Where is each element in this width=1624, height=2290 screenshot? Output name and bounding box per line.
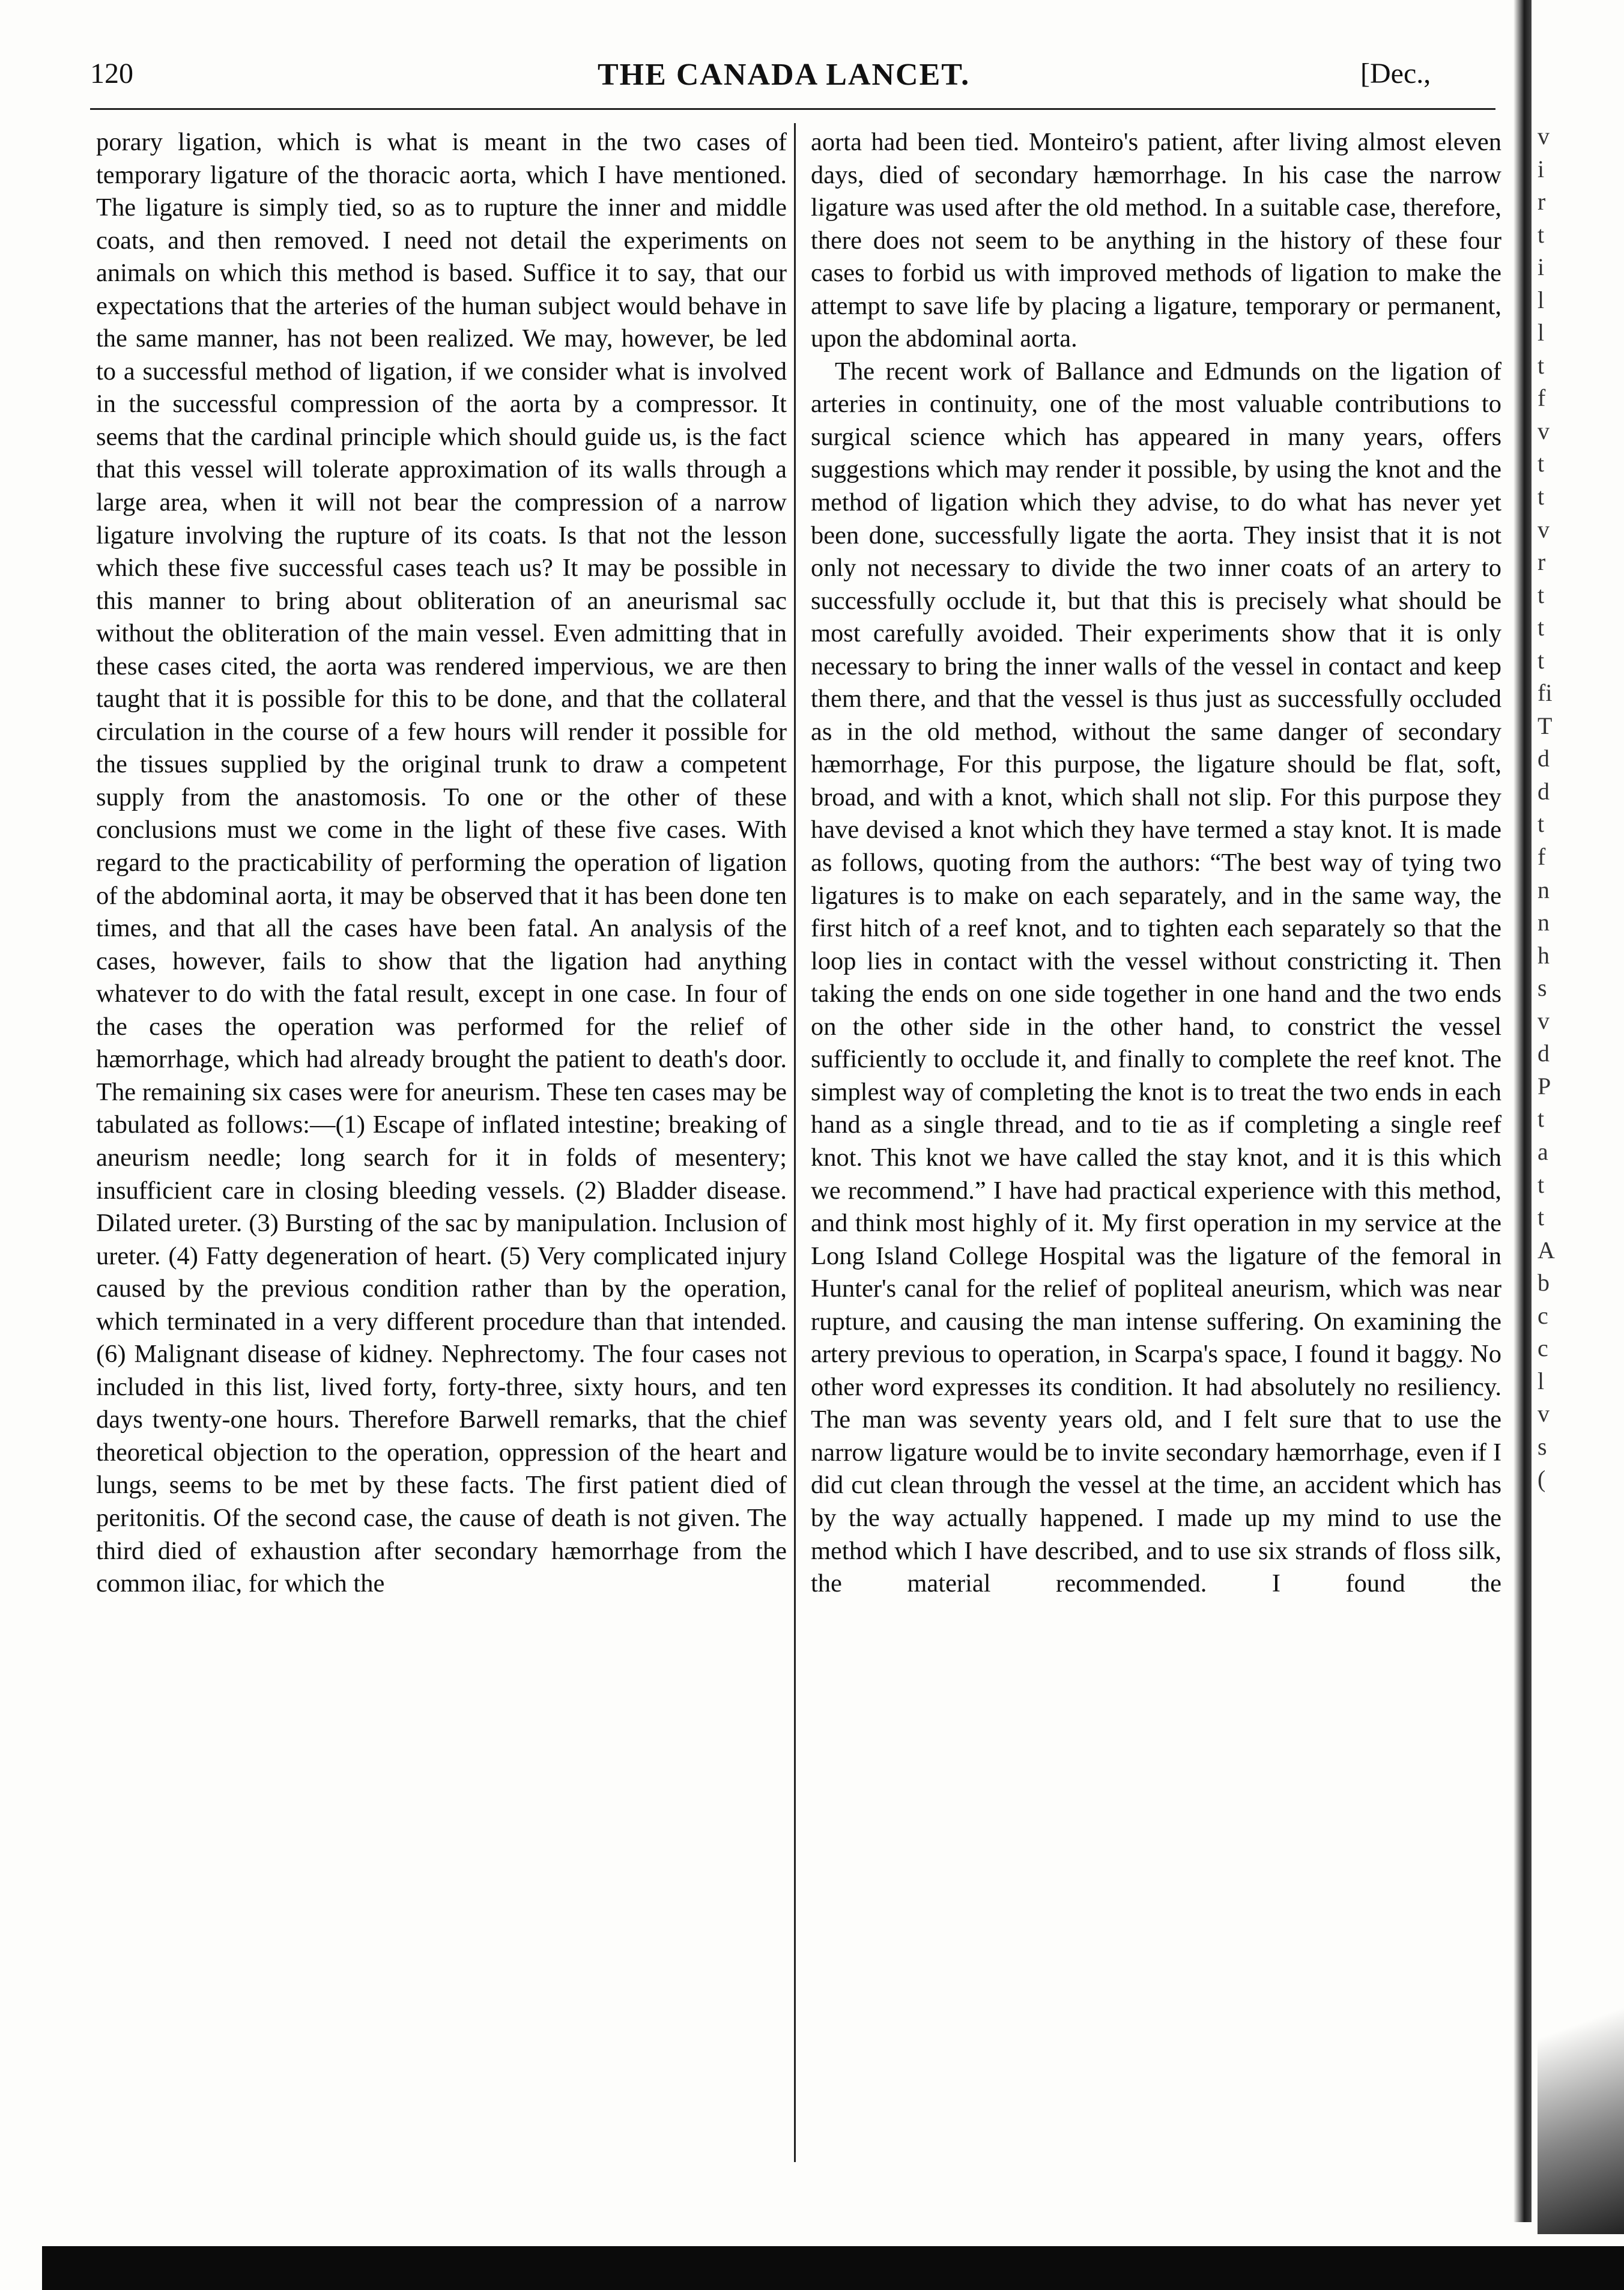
edge-letter: ( xyxy=(1538,1465,1546,1493)
edge-letter: i xyxy=(1538,253,1545,281)
edge-letter: c xyxy=(1538,1334,1548,1362)
right-column xyxy=(811,126,1501,1601)
edge-letter: t xyxy=(1538,1204,1545,1231)
running-title: THE CANADA LANCET. xyxy=(598,58,971,92)
edge-letter: l xyxy=(1538,319,1545,347)
edge-letter: v xyxy=(1538,1400,1550,1428)
edge-letter: t xyxy=(1538,581,1545,608)
edge-letter: A xyxy=(1538,1236,1555,1264)
edge-letter: r xyxy=(1538,548,1546,576)
edge-letter: l xyxy=(1538,286,1545,314)
edge-letter: d xyxy=(1538,1040,1550,1067)
right-paragraph: The recent work of Ballance and Edmunds on the ligation of arteries in continuity, one of the most valuable contributions to surgical science which has appeared in many years, offers suggestions which may render it possible, by using the knot and the method of ligation which they advise, to do what has never yet been done, successfully ligate the aorta. They insist that it is not only not necessary to divide the two inner coats of an artery to successfully occlude it, but that this is precisely what should be most carefully avoided. Their experiments show that it is only necessary to bring the inner walls of the vessel in contact and keep them there, and that the vessel is thus just as successfully occluded as in the old method, without the same danger of secondary hæmorrhage, For this purpose, the ligature should be flat, soft, broad, and with a knot, which shall not slip. For this purpose they have devised a knot which they have termed a stay knot. It is made as follows, quoting from the authors: “The best way of tying two ligatures is to make on each separately, and in the same way, the first hitch of a reef knot, and to tighten each separately so that the loop lies in contact with the vessel without constricting it. Then taking the ends on one side together in one hand and the two ends on the other side in the other hand, to constrict the vessel sufficiently to occlude it, and finally to complete the reef knot. The simplest way of completing the knot is to treat the two ends in each hand as a single thread, and to tie as if completing a single reef knot. This knot we have called the stay knot, and it is this which we recommend.” I have had practical experience with this method, and think most highly of it. My first operation in my service at the Long Island College Hospital was the ligature of the femoral in Hunter's canal for the relief of popliteal aneurism, which was near rupture, and causing the man intense suffering. On examining the artery previous to operation, in Scarpa's space, I found it baggy. No other word expresses its condition. It had absolutely no resiliency. The man was seventy years old, and I felt sure that to use the narrow ligature would be to invite secondary hæmorrhage, even if I did cut clean through the vessel at the time, an accident which has by the way actually happened. I made up my mind to use the method which I have described, and to use six strands of floss silk, the material recommended. I found the xyxy=(811,357,1501,1598)
edge-letter: c xyxy=(1538,1301,1548,1329)
edge-letter: h xyxy=(1538,941,1550,969)
left-paragraph: porary ligation, which is what is meant in the two cases of temporary ligature of the thoracic aorta, which I have mentioned. The ligature is simply tied, so as to rupture the inner and middle coats, and then removed. I need not detail the experiments on animals on which this method is based. Suffice it to say, that our expectations that the arteries of the human subject would behave in the same manner, has not been realized. We may, however, be led to a successful method of ligation, if we consider what is involved in the successful compression of the aorta by a compressor. It seems that the cardinal principle which should guide us, is the fact that this vessel will tolerate approximation of its walls through a large area, when it will not bear the compression of a narrow ligature involving the rupture of its coats. Is that not the lesson which these five successful cases teach us? It may be possible in this manner to bring about obliteration of an aneurismal sac without the obliteration of the main vessel. Even admitting that in these cases cited, the aorta was rendered impervious, we are then taught that it is possible for this to be done, and that the collateral circulation in the course of a few hours will render it possible for the tissues supplied by the original trunk to draw a competent supply from the anastomosis. To one or the other of these conclusions must we come in the light of these five cases. With regard to the practicability of performing the operation of ligation of the abdominal aorta, it may be observed that it has been done ten times, and that all the cases have been fatal. An analysis of the cases, however, fails to show that the ligation had anything whatever to do with the fatal result, except in one case. In four of the cases the operation was performed for the relief of hæmorrhage, which had already brought the patient to death's door. The remaining six cases were for aneurism. These ten cases may be tabulated as follows:—(1) Escape of inflated intestine; breaking of aneurism needle; long search for it in folds of mesentery; insufficient care in closing bleeding vessels. (2) Bladder disease. Dilated ureter. (3) Bursting of the sac by manipulation. Inclusion of ureter. (4) Fatty degeneration of heart. (5) Very complicated injury caused by the previous condition rather than by the operation, which terminated in a very different procedure than that intended. (6) Malignant disease of kidney. Nephrectomy. The four cases not included in this list, lived forty, forty-three, sixty hours, and ten days twenty-one hours. Therefore Barwell remarks, that the chief theoretical objection to the operation, oppression of the heart and lungs, seems to be met by these facts. The first patient died of peritonitis. Of the second case, the cause of death is not given. The third died of exhaustion after secondary hæmorrhage from the common iliac, for which the xyxy=(96,128,787,1598)
edge-letter: s xyxy=(1538,974,1547,1002)
edge-letter: v xyxy=(1538,515,1550,543)
edge-letter: r xyxy=(1538,188,1546,216)
edge-letter: t xyxy=(1538,450,1545,477)
edge-letter: T xyxy=(1538,712,1553,739)
edge-letter: v xyxy=(1538,123,1550,150)
edge-letter: s xyxy=(1538,1432,1547,1460)
edge-letter: t xyxy=(1538,483,1545,510)
edge-letter: v xyxy=(1538,417,1550,444)
edge-letter: t xyxy=(1538,614,1545,641)
edge-letter: t xyxy=(1538,351,1545,379)
next-page-edge xyxy=(1538,120,1604,2162)
edge-letter: n xyxy=(1538,876,1550,903)
edge-letter: f xyxy=(1538,843,1546,871)
edge-letter: t xyxy=(1538,1171,1545,1198)
left-column xyxy=(96,126,787,1601)
edge-letter: d xyxy=(1538,777,1550,805)
issue-month: [Dec., xyxy=(1360,58,1431,89)
header-rule xyxy=(90,108,1495,110)
edge-letter: P xyxy=(1538,1072,1551,1100)
right-paragraph: aorta had been tied. Monteiro's patient, after living almost eleven days, died of secondary hæmorrhage. In his case the narrow ligature was used after the old method. In a suitable case, therefore, there does not seem to be anything in the history of these four cases to forbid us with improved methods of ligation to make the attempt to save life by placing a ligature, temporary or permanent, upon the abdominal aorta. xyxy=(811,128,1501,353)
edge-letter: a xyxy=(1538,1137,1548,1165)
edge-letter: t xyxy=(1538,646,1545,674)
edge-letter: t xyxy=(1538,810,1545,838)
page-header xyxy=(90,57,1501,105)
page-curl xyxy=(1538,1982,1624,2234)
edge-letter: l xyxy=(1538,1367,1545,1395)
edge-letter: n xyxy=(1538,909,1550,936)
edge-letter: b xyxy=(1538,1269,1550,1297)
binding-shadow xyxy=(1513,0,1532,2222)
bottom-scan-band xyxy=(42,2246,1624,2290)
page-number: 120 xyxy=(90,58,133,89)
edge-letter: t xyxy=(1538,220,1545,248)
edge-letter: fi xyxy=(1538,679,1553,707)
edge-letter: v xyxy=(1538,1007,1550,1034)
column-divider xyxy=(794,123,796,2162)
edge-letter: t xyxy=(1538,1105,1545,1133)
edge-letter: i xyxy=(1538,155,1545,183)
edge-letter: f xyxy=(1538,384,1546,412)
edge-letter: d xyxy=(1538,745,1550,772)
